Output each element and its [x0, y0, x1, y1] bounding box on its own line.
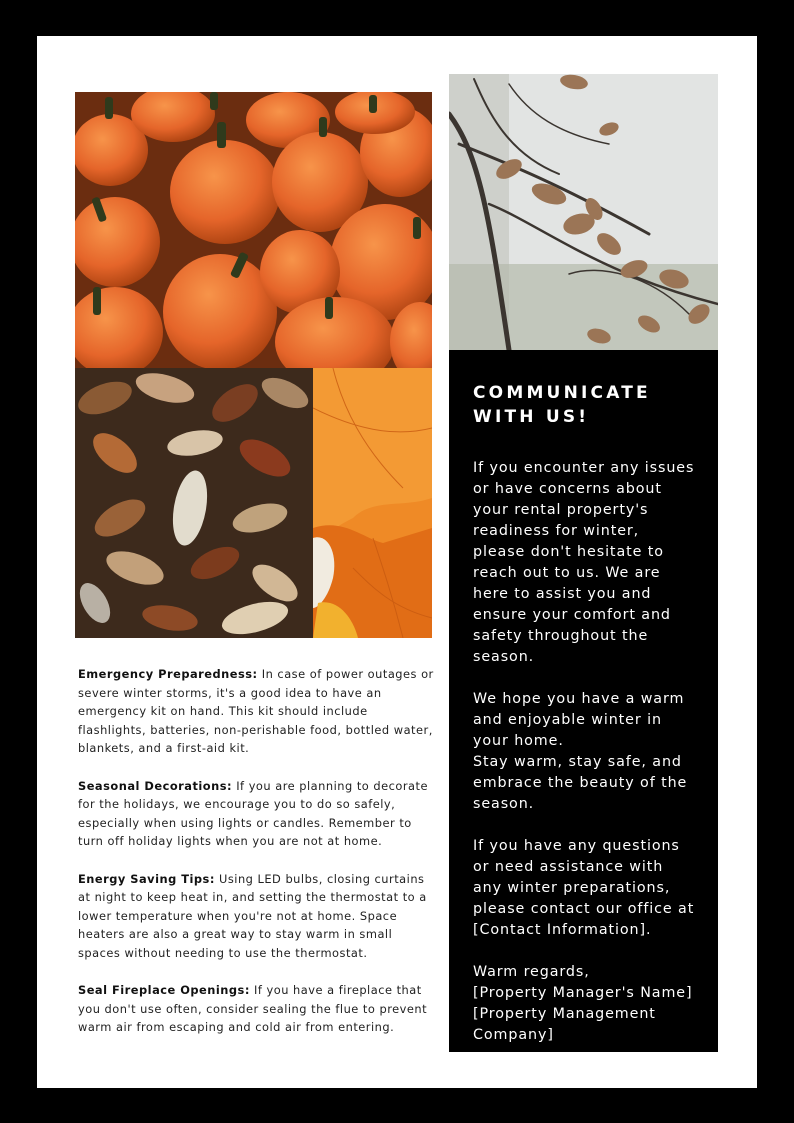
panel-signature: [Property Manager's Name] [Property Management Company]: [473, 985, 693, 1043]
tip-emergency-preparedness: [78, 665, 434, 758]
tip-seal-fireplace: [78, 981, 434, 1037]
tip-seasonal-decorations: [78, 777, 434, 851]
tip-title: Emergency Preparedness:: [78, 667, 258, 681]
tip-energy-saving: [78, 870, 434, 963]
pumpkins-photo: [75, 92, 432, 368]
orange-leaf-photo: [313, 368, 432, 638]
panel-paragraph-contact: If you have any questions or need assistance with any winter preparations, please contact our office at [Contact Information].: [473, 838, 695, 938]
tip-title: Seasonal Decorations:: [78, 778, 233, 793]
tip-text: Using LED bulbs, closing curtains at night to keep heat in, and setting the thermostat to a lower temperature when you're not at home. Space heaters are also a great way to stay warm in small spaces without needing to use the thermostat.: [78, 871, 427, 960]
newsletter-page: [37, 36, 757, 1088]
panel-paragraph-stay-warm: Stay warm, stay safe, and embrace the beauty of the season.: [473, 754, 688, 812]
contact-panel: [449, 350, 718, 1052]
panel-closing: Warm regards,: [473, 964, 590, 980]
dried-leaves-branch-photo: [449, 74, 718, 350]
tip-title: Energy Saving Tips:: [78, 871, 215, 886]
tips-section: [78, 665, 434, 1055]
panel-paragraph-intro: If you encounter any issues or have concerns about your rental property's readiness for winter, please don't hesitate to reach out to us. We are here to assist you and ensure your comfort and safety throughout the season.: [473, 460, 695, 665]
tip-text: If you are planning to decorate for the holidays, we encourage you to do so safely, especially when using lights or candles. Remember to turn off holiday lights when you are not at home.: [78, 778, 428, 849]
panel-paragraph-wishes: We hope you have a warm and enjoyable winter in your home.: [473, 691, 685, 749]
tip-title: Seal Fireplace Openings:: [78, 983, 250, 998]
fallen-leaves-photo: [75, 368, 313, 638]
tip-text: If you have a fireplace that you don't use often, consider sealing the flue to prevent warm air from escaping and cold air from entering.: [78, 983, 428, 1035]
tip-text: In case of power outages or severe winter storms, it's a good idea to have an emergency kit on hand. This kit should include flashlights, batteries, non-perishable food, bottled water, blankets, and a first-aid kit.: [78, 667, 434, 756]
panel-heading: COMMUNICATE WITH US!: [473, 383, 651, 427]
